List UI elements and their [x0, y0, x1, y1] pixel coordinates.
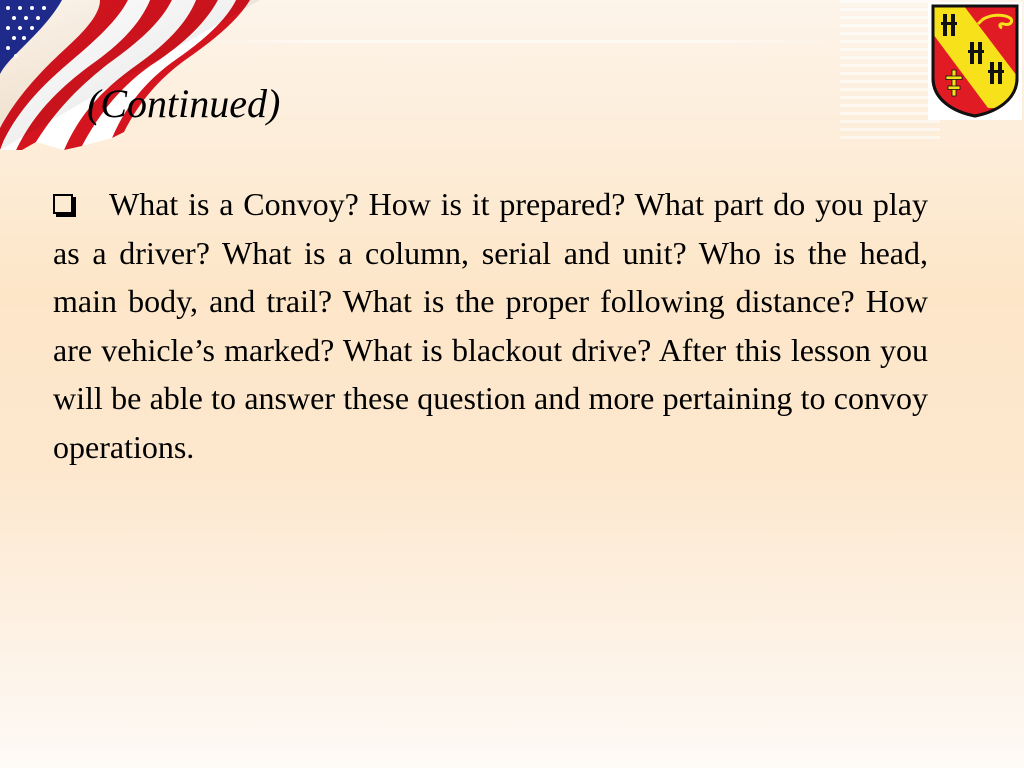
bullet-paragraph [53, 180, 928, 471]
bullet-text: What is a Convoy? How is it prepared? What part do you play as a driver? What is a column, serial and unit? Who is the head, main body, and trail? What is the proper following distance? How are vehicle’s marked? What is blackout drive? After this lesson you will be able to answer these question and more pertaining to convoy operations. [53, 186, 928, 465]
unit-crest-icon [930, 4, 1020, 118]
slide-title: (Continued) [87, 81, 281, 126]
decorative-line [190, 40, 840, 43]
decorative-band [840, 0, 940, 140]
checkbox-bullet-icon [53, 194, 73, 214]
